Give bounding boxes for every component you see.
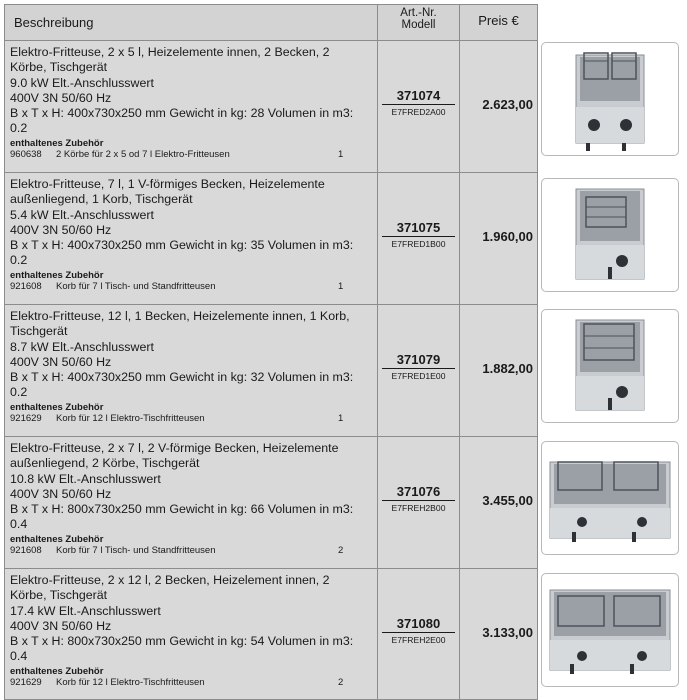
accessory-text: Korb für 12 l Elektro-Tischfritteusen — [56, 676, 205, 688]
description-line: B x T x H: 400x730x250 mm Gewicht in kg: 32 Volumen in m3: — [10, 370, 354, 385]
description-line: 400V 3N 50/60 Hz — [10, 486, 112, 501]
description-line: außenliegend, 2 Körbe, Tischgerät — [10, 456, 200, 471]
article-number: 371074 — [382, 88, 455, 105]
description-cell — [5, 305, 378, 436]
fryer-single-large-image — [542, 310, 678, 422]
description-line: B x T x H: 400x730x250 mm Gewicht in kg: 35 Volumen in m3: — [10, 238, 354, 253]
article-cell — [378, 437, 460, 568]
product-photo-371079 — [541, 309, 679, 423]
price-cell — [460, 569, 537, 699]
accessory-number: 921608 — [10, 280, 42, 292]
table-row — [5, 569, 537, 699]
description-line: 17.4 kW Elt.-Anschlusswert — [10, 603, 161, 618]
fryer-double-small-image — [542, 43, 678, 155]
price-cell — [460, 305, 537, 436]
product-photo-371075 — [541, 178, 679, 292]
fryer-double-wide-large-image — [542, 574, 678, 686]
accessory-number: 921629 — [10, 676, 42, 688]
price-value: 1.882,00 — [482, 361, 533, 376]
description-line: 400V 3N 50/60 Hz — [10, 354, 112, 369]
accessory-heading: enthaltenes Zubehör — [10, 269, 104, 281]
accessory-line — [10, 149, 377, 160]
table-row — [5, 173, 537, 305]
accessory-text: Korb für 7 l Tisch- und Standfritteusen — [56, 544, 216, 556]
header-article-line2: Modell — [401, 19, 436, 31]
description-line: Elektro-Fritteuse, 7 l, 1 V-förmiges Becken, Heizelemente — [10, 177, 325, 191]
accessory-text: 2 Körbe für 2 x 5 od 7 l Elektro-Fritteusen — [56, 148, 230, 160]
product-table — [4, 4, 538, 700]
header-price: Preis € — [478, 13, 519, 28]
description-line: 0.2 — [10, 253, 28, 268]
description-line: 0.4 — [10, 517, 28, 532]
description-line: Elektro-Fritteuse, 2 x 7 l, 2 V-förmige Becken, Heizelemente — [10, 441, 339, 455]
header-description: Beschreibung — [5, 5, 378, 40]
price-value: 1.960,00 — [482, 229, 533, 244]
product-photo-371074 — [541, 42, 679, 156]
description-line: 8.7 kW Elt.-Anschlusswert — [10, 339, 154, 354]
description-line: B x T x H: 400x730x250 mm Gewicht in kg: 28 Volumen in m3: — [10, 106, 354, 121]
fryer-double-wide-image — [542, 442, 678, 554]
header-article-line1: Art.-Nr. — [400, 7, 437, 19]
description-line: B x T x H: 800x730x250 mm Gewicht in kg: 54 Volumen in m3: — [10, 634, 354, 649]
accessory-line — [10, 545, 377, 556]
accessory-number: 921629 — [10, 412, 42, 424]
accessory-quantity: 1 — [338, 280, 344, 292]
description-cell — [5, 437, 378, 568]
article-number: 371080 — [382, 616, 455, 633]
table-row — [5, 41, 537, 173]
model-code: E7FREH2E00 — [391, 635, 446, 645]
table-row — [5, 437, 537, 569]
article-cell — [378, 305, 460, 436]
description-cell — [5, 41, 378, 172]
article-cell — [378, 173, 460, 304]
accessory-quantity: 1 — [338, 148, 344, 160]
accessory-number: 921608 — [10, 544, 42, 556]
description-line: Elektro-Fritteuse, 2 x 12 l, 2 Becken, Heizelement innen, 2 — [10, 573, 330, 587]
article-number: 371076 — [382, 484, 455, 501]
description-line: außenliegend, 1 Korb, Tischgerät — [10, 192, 193, 207]
accessory-heading: enthaltenes Zubehör — [10, 665, 104, 677]
table-row — [5, 305, 537, 437]
description-line: Elektro-Fritteuse, 2 x 5 l, Heizelemente innen, 2 Becken, 2 — [10, 45, 330, 59]
accessory-line — [10, 281, 377, 292]
price-cell — [460, 173, 537, 304]
description-line: 400V 3N 50/60 Hz — [10, 90, 112, 105]
description-line: Körbe, Tischgerät — [10, 588, 108, 603]
description-line: Körbe, Tischgerät — [10, 60, 108, 75]
accessory-text: Korb für 12 l Elektro-Tischfritteusen — [56, 412, 205, 424]
description-cell — [5, 569, 378, 699]
fryer-single-small-image — [542, 179, 678, 291]
article-cell — [378, 41, 460, 172]
description-line: 400V 3N 50/60 Hz — [10, 222, 112, 237]
table-header — [5, 5, 537, 41]
model-code: E7FRED1E00 — [391, 371, 446, 381]
accessory-heading: enthaltenes Zubehör — [10, 401, 104, 413]
description-line: 9.0 kW Elt.-Anschlusswert — [10, 75, 154, 90]
accessory-heading: enthaltenes Zubehör — [10, 137, 104, 149]
price-value: 3.455,00 — [482, 493, 533, 508]
description-line: 0.2 — [10, 385, 28, 400]
description-line: 0.2 — [10, 121, 28, 136]
product-photo-371076 — [541, 441, 679, 555]
description-line: 0.4 — [10, 649, 28, 664]
description-line: Tischgerät — [10, 324, 68, 339]
description-cell — [5, 173, 378, 304]
description-line: 5.4 kW Elt.-Anschlusswert — [10, 207, 154, 222]
article-number: 371079 — [382, 352, 455, 369]
description-line: Elektro-Fritteuse, 12 l, 1 Becken, Heizelemente innen, 1 Korb, — [10, 309, 350, 323]
description-line: 10.8 kW Elt.-Anschlusswert — [10, 471, 161, 486]
header-article — [378, 5, 460, 40]
article-number: 371075 — [382, 220, 455, 237]
accessory-line — [10, 413, 377, 424]
product-photo-371080 — [541, 573, 679, 687]
model-code: E7FRED1B00 — [391, 239, 446, 249]
accessory-heading: enthaltenes Zubehör — [10, 533, 104, 545]
accessory-quantity: 2 — [338, 544, 344, 556]
model-code: E7FRED2A00 — [391, 107, 446, 117]
accessory-quantity: 2 — [338, 676, 344, 688]
description-line: 400V 3N 50/60 Hz — [10, 618, 112, 633]
accessory-line — [10, 677, 377, 688]
price-value: 2.623,00 — [482, 97, 533, 112]
price-cell — [460, 41, 537, 172]
price-value: 3.133,00 — [482, 625, 533, 640]
accessory-quantity: 1 — [338, 412, 344, 424]
accessory-number: 960638 — [10, 148, 42, 160]
model-code: E7FREH2B00 — [391, 503, 446, 513]
price-cell — [460, 437, 537, 568]
article-cell — [378, 569, 460, 699]
description-line: B x T x H: 800x730x250 mm Gewicht in kg: 66 Volumen in m3: — [10, 502, 354, 517]
accessory-text: Korb für 7 l Tisch- und Standfritteusen — [56, 280, 216, 292]
